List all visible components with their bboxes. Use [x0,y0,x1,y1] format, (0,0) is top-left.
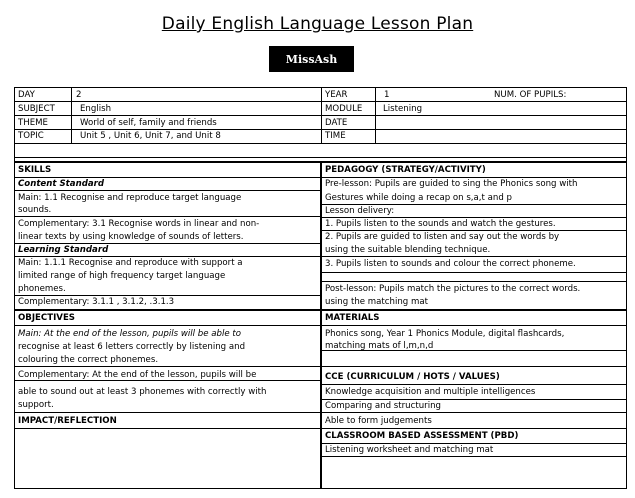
divider [321,428,626,429]
assessment-text: Listening worksheet and matching mat [325,445,494,455]
skills-comp-2: Complementary: 3.1.1 , 3.1.2, .3.1.3 [18,297,175,307]
divider [15,412,320,413]
subject-value: English [80,104,112,114]
day-label: DAY [18,90,35,100]
theme-value: World of self, family and friends [80,118,217,128]
pupils-label: NUM. OF PUPILS: [494,90,567,100]
divider [321,309,626,311]
cce-item: Knowledge acquisition and multiple intelligences [325,387,536,397]
date-label: DATE [325,118,348,128]
content-standard-heading: Content Standard [18,179,105,189]
materials-line: matching mats of l,m,n,d [325,341,434,351]
theme-label: THEME [18,118,48,128]
module-value: Listening [383,104,423,114]
skills-main-2: Main: 1.1.1 Recognise and reproduce with support a [18,258,243,268]
pedagogy-step-1: 1. Pupils listen to the sounds and watch the gestures. [325,219,556,229]
divider [321,366,626,367]
page-title: Daily English Language Lesson Plan [161,14,474,34]
skills-comp-1: linear texts by using knowledge of sounds of letters. [18,232,244,242]
divider [71,88,72,143]
divider [321,281,626,282]
cce-heading: CCE (CURRICULUM / HOTS / VALUES) [325,372,500,382]
topic-value: Unit 5 , Unit 6, Unit 7, and Unit 8 [80,131,221,141]
objectives-comp-line: Complementary: At the end of the lesson, pupils will be [18,370,257,380]
pedagogy-heading: PEDAGOGY (STRATEGY/ACTIVITY) [325,165,486,175]
divider [15,143,626,144]
learning-standard-heading: Learning Standard [18,245,109,255]
objectives-main-line: recognise at least 6 letters correctly by listening and [18,342,246,352]
pedagogy-pre-line: Gestures while doing a recap on s,a,t and p [325,193,512,203]
lesson-plan-table [14,87,627,489]
pedagogy-step-2: using the suitable blending technique. [325,245,491,255]
skills-comp-1: Complementary: 3.1 Recognise words in linear and non- [18,219,260,229]
time-label: TIME [325,131,346,141]
year-value: 1 [384,90,390,100]
pedagogy-pre-line: Pre-lesson: Pupils are guided to sing the Phonics song with [325,179,578,189]
pedagogy-step-2: 2. Pupils are guided to listen and say out the words by [325,232,560,242]
assessment-heading: CLASSROOM BASED ASSESSMENT (PBD) [325,431,519,441]
divider [15,325,320,326]
divider [375,88,376,143]
cce-item: Comparing and structuring [325,401,441,411]
module-label: MODULE [325,104,363,114]
divider [15,216,320,217]
pedagogy-post-line: using the matching mat [325,297,428,307]
materials-line: Phonics song, Year 1 Phonics Module, digital flashcards, [325,329,565,339]
skills-main-1: Main: 1.1 Recognise and reproduce target language [18,193,242,203]
lesson-delivery-heading: Lesson delivery: [325,206,395,216]
objectives-heading: OBJECTIVES [18,313,76,323]
objectives-comp-line: support. [18,400,54,410]
divider [15,157,626,158]
day-value: 2 [76,90,82,100]
objectives-main [18,328,241,341]
objectives-main-line: colouring the correct phonemes. [18,355,159,365]
skills-main-2: phonemes. [18,284,66,294]
skills-heading: SKILLS [18,165,52,175]
skills-main-2: limited range of high frequency target language [18,271,226,281]
divider [321,272,626,273]
divider [15,309,320,311]
logo: MissAsh [269,46,354,72]
topic-label: TOPIC [18,131,44,141]
cce-item: Able to form judgements [325,416,432,426]
skills-main-1: sounds. [18,205,52,215]
objectives-main-line: Main: At the end of the lesson, pupils will be able to [18,329,242,339]
pedagogy-step-3: 3. Pupils listen to sounds and colour the correct phoneme. [325,259,576,269]
pedagogy-post-line: Post-lesson: Pupils match the pictures to the correct words. [325,284,581,294]
year-label: YEAR [325,90,348,100]
divider [321,384,626,385]
divider [15,428,320,429]
objectives-comp-line: able to sound out at least 3 phonemes with correctly with [18,387,267,397]
subject-label: SUBJECT [18,104,55,114]
divider [321,325,626,326]
materials-heading: MATERIALS [325,313,380,323]
impact-heading: IMPACT/REFLECTION [18,416,117,426]
